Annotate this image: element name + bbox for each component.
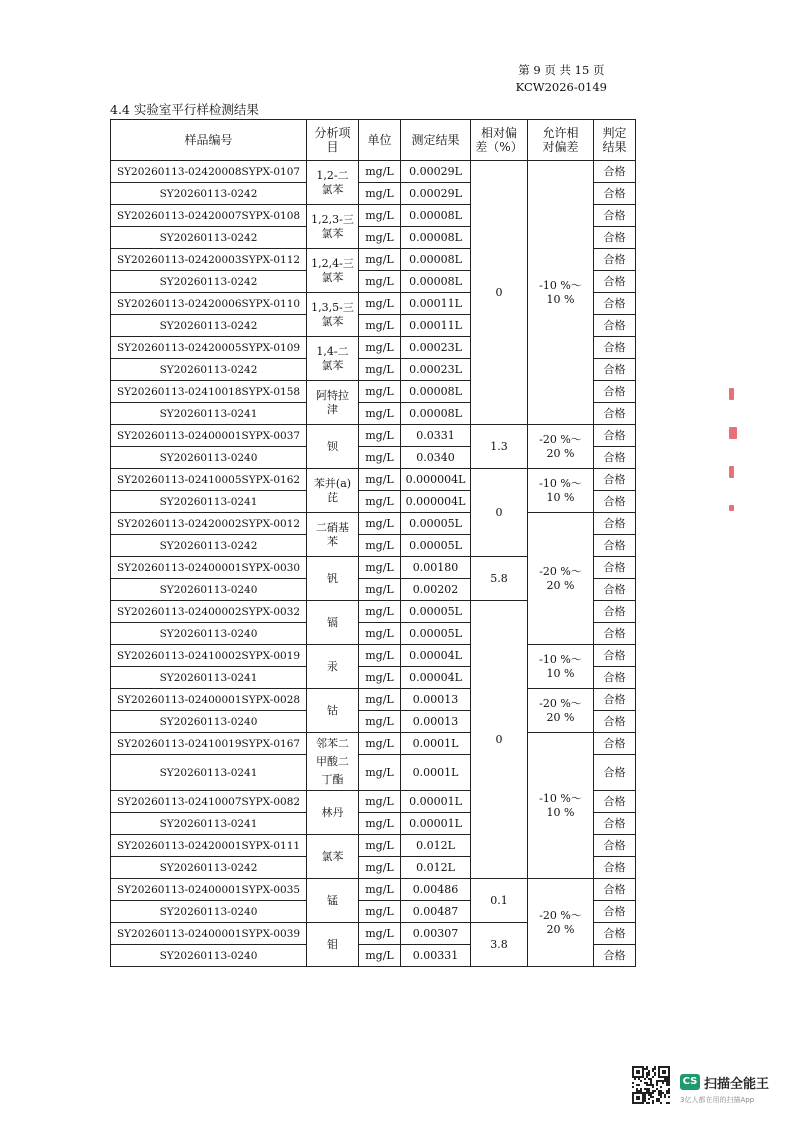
sample-id-cell: SY20260113-02420003SYPX-0112 [111, 249, 307, 271]
relative-deviation-cell: 0 [471, 601, 528, 879]
sample-id-cell: SY20260113-02410007SYPX-0082 [111, 791, 307, 813]
result-cell: 0.00008L [401, 227, 471, 249]
page-info: 第 9 页 共 15 页 [518, 63, 605, 77]
sample-id-cell: SY20260113-02420007SYPX-0108 [111, 205, 307, 227]
allowed-deviation-cell: -10 %～ 10 % [528, 161, 594, 425]
allowed-deviation-cell: -10 %～ 10 % [528, 733, 594, 879]
result-cell: 0.00331 [401, 945, 471, 967]
unit-cell: mg/L [359, 733, 401, 755]
sample-id-cell: SY20260113-0242 [111, 183, 307, 205]
unit-cell: mg/L [359, 879, 401, 901]
unit-cell: mg/L [359, 623, 401, 645]
allowed-deviation-cell: -10 %～ 10 % [528, 469, 594, 513]
analyte-cell: 1,4-二 氯苯 [307, 337, 359, 381]
judgement-cell: 合格 [594, 835, 636, 857]
result-cell: 0.00202 [401, 579, 471, 601]
unit-cell: mg/L [359, 337, 401, 359]
unit-cell: mg/L [359, 689, 401, 711]
sample-id-cell: SY20260113-02400001SYPX-0028 [111, 689, 307, 711]
relative-deviation-cell: 1.3 [471, 425, 528, 469]
result-cell: 0.00008L [401, 403, 471, 425]
judgement-cell: 合格 [594, 271, 636, 293]
result-cell: 0.000004L [401, 491, 471, 513]
judgement-cell: 合格 [594, 227, 636, 249]
result-cell: 0.00004L [401, 667, 471, 689]
unit-cell: mg/L [359, 403, 401, 425]
result-cell: 0.00008L [401, 205, 471, 227]
sample-id-cell: SY20260113-0242 [111, 227, 307, 249]
judgement-cell: 合格 [594, 293, 636, 315]
result-cell: 0.00023L [401, 337, 471, 359]
unit-cell: mg/L [359, 447, 401, 469]
judgement-cell: 合格 [594, 359, 636, 381]
table-row [111, 469, 636, 491]
sample-id-cell: SY20260113-02420002SYPX-0012 [111, 513, 307, 535]
sample-id-cell: SY20260113-02400002SYPX-0032 [111, 601, 307, 623]
judgement-cell: 合格 [594, 183, 636, 205]
result-cell: 0.00005L [401, 601, 471, 623]
sample-id-cell: SY20260113-0240 [111, 623, 307, 645]
sample-id-cell: SY20260113-0240 [111, 945, 307, 967]
analyte-cell: 锰 [307, 879, 359, 923]
result-cell: 0.0340 [401, 447, 471, 469]
unit-cell: mg/L [359, 227, 401, 249]
unit-cell: mg/L [359, 161, 401, 183]
judgement-cell: 合格 [594, 491, 636, 513]
sample-id-cell: SY20260113-0240 [111, 447, 307, 469]
judgement-cell: 合格 [594, 601, 636, 623]
sample-id-cell: SY20260113-0240 [111, 579, 307, 601]
table-row [111, 733, 636, 755]
judgement-cell: 合格 [594, 447, 636, 469]
unit-cell: mg/L [359, 249, 401, 271]
judgement-cell: 合格 [594, 469, 636, 491]
judgement-cell: 合格 [594, 711, 636, 733]
unit-cell: mg/L [359, 205, 401, 227]
analyte-cell: 阿特拉 津 [307, 381, 359, 425]
table-row [111, 689, 636, 711]
relative-deviation-cell: 0 [471, 469, 528, 557]
unit-cell: mg/L [359, 835, 401, 857]
results-table [110, 119, 636, 967]
judgement-cell: 合格 [594, 205, 636, 227]
sample-id-cell: SY20260113-0242 [111, 271, 307, 293]
analyte-cell: 钡 [307, 425, 359, 469]
result-cell: 0.00004L [401, 645, 471, 667]
unit-cell: mg/L [359, 579, 401, 601]
judgement-cell: 合格 [594, 879, 636, 901]
analyte-cell: 镉 [307, 601, 359, 645]
allowed-deviation-cell: -20 %～ 20 % [528, 513, 594, 645]
judgement-cell: 合格 [594, 249, 636, 271]
judgement-cell: 合格 [594, 557, 636, 579]
unit-cell: mg/L [359, 901, 401, 923]
judgement-cell: 合格 [594, 689, 636, 711]
analyte-cell: 邻苯二 甲酸二 丁酯 [307, 733, 359, 791]
unit-cell: mg/L [359, 791, 401, 813]
table-row [111, 513, 636, 535]
header-analyte: 分析项 目 [307, 120, 359, 161]
result-cell: 0.000004L [401, 469, 471, 491]
result-cell: 0.00005L [401, 623, 471, 645]
result-cell: 0.00005L [401, 535, 471, 557]
unit-cell: mg/L [359, 359, 401, 381]
judgement-cell: 合格 [594, 857, 636, 879]
sample-id-cell: SY20260113-02410002SYPX-0019 [111, 645, 307, 667]
analyte-cell: 1,2,3-三 氯苯 [307, 205, 359, 249]
table-row [111, 645, 636, 667]
analyte-cell: 1,3,5-三 氯苯 [307, 293, 359, 337]
sample-id-cell: SY20260113-0241 [111, 403, 307, 425]
result-cell: 0.0001L [401, 733, 471, 755]
allowed-deviation-cell: -10 %～ 10 % [528, 645, 594, 689]
relative-deviation-cell: 3.8 [471, 923, 528, 967]
sample-id-cell: SY20260113-02410019SYPX-0167 [111, 733, 307, 755]
table-row [111, 879, 636, 901]
brand-name: 扫描全能王 [704, 1077, 770, 1092]
brand-slogan: 3亿人都在用的扫描App [680, 1096, 755, 1104]
sample-id-cell: SY20260113-0242 [111, 359, 307, 381]
unit-cell: mg/L [359, 183, 401, 205]
unit-cell: mg/L [359, 469, 401, 491]
sample-id-cell: SY20260113-0241 [111, 813, 307, 835]
result-cell: 0.00001L [401, 791, 471, 813]
unit-cell: mg/L [359, 923, 401, 945]
analyte-cell: 1,2-二 氯苯 [307, 161, 359, 205]
result-cell: 0.00011L [401, 293, 471, 315]
sample-id-cell: SY20260113-02420008SYPX-0107 [111, 161, 307, 183]
result-cell: 0.00180 [401, 557, 471, 579]
header-result: 测定结果 [401, 120, 471, 161]
sample-id-cell: SY20260113-0241 [111, 491, 307, 513]
analyte-cell: 1,2,4-三 氯苯 [307, 249, 359, 293]
judgement-cell: 合格 [594, 945, 636, 967]
result-cell: 0.00029L [401, 183, 471, 205]
judgement-cell: 合格 [594, 623, 636, 645]
unit-cell: mg/L [359, 535, 401, 557]
judgement-cell: 合格 [594, 923, 636, 945]
judgement-cell: 合格 [594, 337, 636, 359]
page-header [516, 62, 607, 96]
judgement-cell: 合格 [594, 667, 636, 689]
sample-id-cell: SY20260113-0242 [111, 535, 307, 557]
judgement-cell: 合格 [594, 425, 636, 447]
header-sample: 样品编号 [111, 120, 307, 161]
analyte-cell: 氯苯 [307, 835, 359, 879]
unit-cell: mg/L [359, 491, 401, 513]
judgement-cell: 合格 [594, 513, 636, 535]
table-row [111, 425, 636, 447]
sample-id-cell: SY20260113-0240 [111, 711, 307, 733]
sample-id-cell: SY20260113-02410018SYPX-0158 [111, 381, 307, 403]
analyte-cell: 苯并(a) 芘 [307, 469, 359, 513]
sample-id-cell: SY20260113-0240 [111, 901, 307, 923]
unit-cell: mg/L [359, 645, 401, 667]
unit-cell: mg/L [359, 381, 401, 403]
analyte-cell: 钒 [307, 557, 359, 601]
section-title: 4.4 实验室平行样检测结果 [110, 102, 259, 117]
result-cell: 0.0331 [401, 425, 471, 447]
analyte-cell: 林丹 [307, 791, 359, 835]
header-unit: 单位 [359, 120, 401, 161]
unit-cell: mg/L [359, 667, 401, 689]
result-cell: 0.00011L [401, 315, 471, 337]
judgement-cell: 合格 [594, 901, 636, 923]
judgement-cell: 合格 [594, 535, 636, 557]
result-cell: 0.00013 [401, 711, 471, 733]
sample-id-cell: SY20260113-02420006SYPX-0110 [111, 293, 307, 315]
table-body [111, 161, 636, 967]
judgement-cell: 合格 [594, 161, 636, 183]
judgement-cell: 合格 [594, 755, 636, 791]
result-cell: 0.00487 [401, 901, 471, 923]
result-cell: 0.0001L [401, 755, 471, 791]
sample-id-cell: SY20260113-02410005SYPX-0162 [111, 469, 307, 491]
analyte-cell: 二硝基 苯 [307, 513, 359, 557]
sample-id-cell: SY20260113-02400001SYPX-0030 [111, 557, 307, 579]
judgement-cell: 合格 [594, 645, 636, 667]
header-rel-dev: 相对偏 差（%） [471, 120, 528, 161]
table-header-row [111, 120, 636, 161]
result-cell: 0.00005L [401, 513, 471, 535]
result-cell: 0.00486 [401, 879, 471, 901]
judgement-cell: 合格 [594, 579, 636, 601]
result-cell: 0.012L [401, 835, 471, 857]
unit-cell: mg/L [359, 425, 401, 447]
scanner-watermark [632, 1066, 782, 1110]
sample-id-cell: SY20260113-02400001SYPX-0035 [111, 879, 307, 901]
table-row [111, 161, 636, 183]
analyte-cell: 汞 [307, 645, 359, 689]
sample-id-cell: SY20260113-02420001SYPX-0111 [111, 835, 307, 857]
unit-cell: mg/L [359, 293, 401, 315]
qr-code-icon [632, 1066, 670, 1104]
allowed-deviation-cell: -20 %～ 20 % [528, 879, 594, 967]
unit-cell: mg/L [359, 755, 401, 791]
sample-id-cell: SY20260113-02400001SYPX-0039 [111, 923, 307, 945]
unit-cell: mg/L [359, 557, 401, 579]
analyte-cell: 钴 [307, 689, 359, 733]
result-cell: 0.00029L [401, 161, 471, 183]
cs-logo-icon: CS [680, 1074, 700, 1090]
result-cell: 0.00008L [401, 381, 471, 403]
relative-deviation-cell: 0.1 [471, 879, 528, 923]
sample-id-cell: SY20260113-0242 [111, 857, 307, 879]
relative-deviation-cell: 5.8 [471, 557, 528, 601]
result-cell: 0.00008L [401, 249, 471, 271]
unit-cell: mg/L [359, 711, 401, 733]
unit-cell: mg/L [359, 513, 401, 535]
relative-deviation-cell: 0 [471, 161, 528, 425]
result-cell: 0.00013 [401, 689, 471, 711]
unit-cell: mg/L [359, 271, 401, 293]
sample-id-cell: SY20260113-02400001SYPX-0037 [111, 425, 307, 447]
unit-cell: mg/L [359, 315, 401, 337]
report-number: KCW2026-0149 [515, 80, 607, 94]
header-judgement: 判定 结果 [594, 120, 636, 161]
result-cell: 0.00008L [401, 271, 471, 293]
unit-cell: mg/L [359, 813, 401, 835]
unit-cell: mg/L [359, 601, 401, 623]
red-stamp-edge [729, 388, 741, 538]
sample-id-cell: SY20260113-0241 [111, 667, 307, 689]
result-cell: 0.00023L [401, 359, 471, 381]
judgement-cell: 合格 [594, 403, 636, 425]
header-allowed-dev: 允许相 对偏差 [528, 120, 594, 161]
sample-id-cell: SY20260113-0241 [111, 755, 307, 791]
result-cell: 0.00307 [401, 923, 471, 945]
judgement-cell: 合格 [594, 381, 636, 403]
unit-cell: mg/L [359, 857, 401, 879]
judgement-cell: 合格 [594, 315, 636, 337]
allowed-deviation-cell: -20 %～ 20 % [528, 425, 594, 469]
result-cell: 0.00001L [401, 813, 471, 835]
sample-id-cell: SY20260113-0242 [111, 315, 307, 337]
judgement-cell: 合格 [594, 733, 636, 755]
analyte-cell: 钼 [307, 923, 359, 967]
result-cell: 0.012L [401, 857, 471, 879]
judgement-cell: 合格 [594, 791, 636, 813]
sample-id-cell: SY20260113-02420005SYPX-0109 [111, 337, 307, 359]
judgement-cell: 合格 [594, 813, 636, 835]
unit-cell: mg/L [359, 945, 401, 967]
allowed-deviation-cell: -20 %～ 20 % [528, 689, 594, 733]
